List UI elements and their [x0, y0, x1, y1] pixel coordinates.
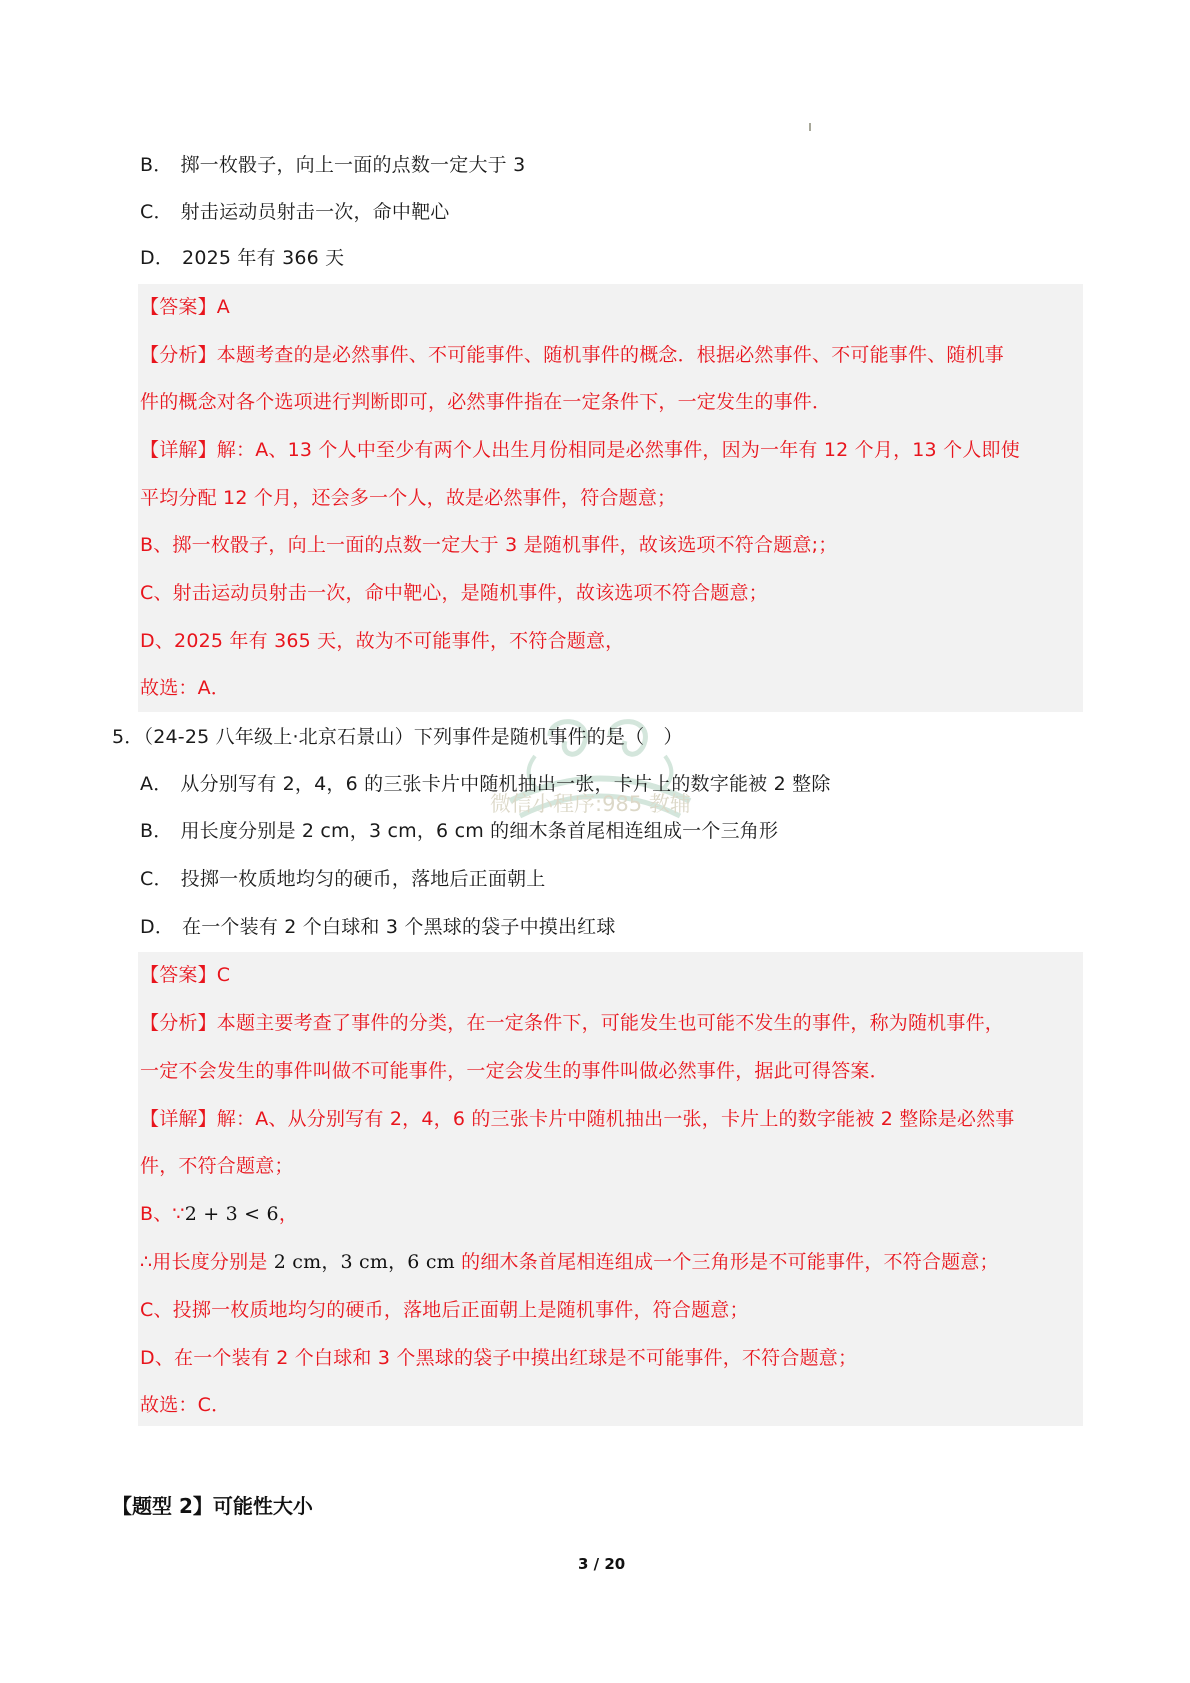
- q4-option-b: B． 掷一枚骰子，向上一面的点数一定大于 3: [140, 154, 526, 176]
- q5-option-d: D． 在一个装有 2 个白球和 3 个黑球的袋子中摸出红球: [140, 916, 616, 938]
- q5-option-a: A． 从分别写有 2，4，6 的三张卡片中随机抽出一张，卡片上的数字能被 2 整除: [140, 773, 831, 795]
- q5-detail-line-conclusion: 故选：C．: [140, 1394, 231, 1416]
- watermark-text: 微信小程序:985 教辅: [490, 792, 691, 816]
- q5-detail-line-b: B、∵2 + 3 < 6，: [140, 1203, 299, 1225]
- q4-detail-line-3: B、掷一枚骰子，向上一面的点数一定大于 3 是随机事件，故该选项不符合题意;；: [140, 534, 838, 556]
- q4-answer-line: 【答案】A: [140, 296, 230, 318]
- q4-detail-line-2: 平均分配 12 个月，还会多一个人，故是必然事件，符合题意；: [140, 487, 677, 509]
- q4-analysis-line-1: 【分析】本题考查的是必然事件、不可能事件、随机事件的概念．根据必然事件、不可能事件、随机事: [140, 344, 1005, 366]
- q5-analysis-line-1: 【分析】本题主要考查了事件的分类，在一定条件下，可能发生也可能不发生的事件，称为随机事件，: [140, 1012, 1005, 1034]
- q5-detail-line-1: 【详解】解：A、从分别写有 2，4，6 的三张卡片中随机抽出一张，卡片上的数字能被 2 整除是必然事: [140, 1108, 1015, 1130]
- q4-detail-line-5: D、2025 年有 365 天，故为不可能事件，不符合题意，: [140, 630, 625, 652]
- q5-analysis-line-2: 一定不会发生的事件叫做不可能事件，一定会发生的事件叫做必然事件，据此可得答案．: [140, 1060, 889, 1082]
- q5-detail-line-therefore: ∴用长度分别是 2 cm，3 cm，6 cm 的细木条首尾相连组成一个三角形是不可能事件，不符合题意；: [140, 1251, 999, 1273]
- q5-stem: 5．（24-25 八年级上·北京石景山）下列事件是随机事件的是（ ）: [112, 726, 683, 748]
- math-inequality: 2 + 3 < 6: [184, 1203, 279, 1225]
- math-lengths: 2 cm，3 cm，6 cm: [273, 1251, 455, 1273]
- q5-answer-line: 【答案】C: [140, 964, 231, 986]
- q4-detail-line-4: C、射击运动员射击一次，命中靶心，是随机事件，故该选项不符合题意；: [140, 582, 768, 604]
- section-heading: 【题型 2】可能性大小: [112, 1494, 313, 1518]
- q4-option-d: D． 2025 年有 366 天: [140, 247, 345, 269]
- page-number: 3 / 20: [578, 1555, 626, 1573]
- q5-option-b: B． 用长度分别是 2 cm，3 cm，6 cm 的细木条首尾相连组成一个三角形: [140, 820, 779, 842]
- q4-analysis-line-2: 件的概念对各个选项进行判断即可，必然事件指在一定条件下，一定发生的事件．: [140, 391, 832, 413]
- q4-detail-line-1: 【详解】解：A、13 个人中至少有两个人出生月份相同是必然事件，因为一年有 12 个月，13 个人即使: [140, 439, 1020, 461]
- q4-option-c: C． 射击运动员射击一次，命中靶心: [140, 201, 450, 223]
- q4-detail-line-6: 故选：A．: [140, 677, 230, 699]
- q5-detail-line-c: C、投掷一枚质地均匀的硬币，落地后正面朝上是随机事件，符合题意；: [140, 1299, 749, 1321]
- cursor-mark: [809, 123, 811, 131]
- q5-detail-line-2: 件，不符合题意；: [140, 1155, 294, 1177]
- q5-option-c: C． 投掷一枚质地均匀的硬币，落地后正面朝上: [140, 868, 546, 890]
- q5-detail-line-d: D、在一个装有 2 个白球和 3 个黑球的袋子中摸出红球是不可能事件，不符合题意；: [140, 1347, 858, 1369]
